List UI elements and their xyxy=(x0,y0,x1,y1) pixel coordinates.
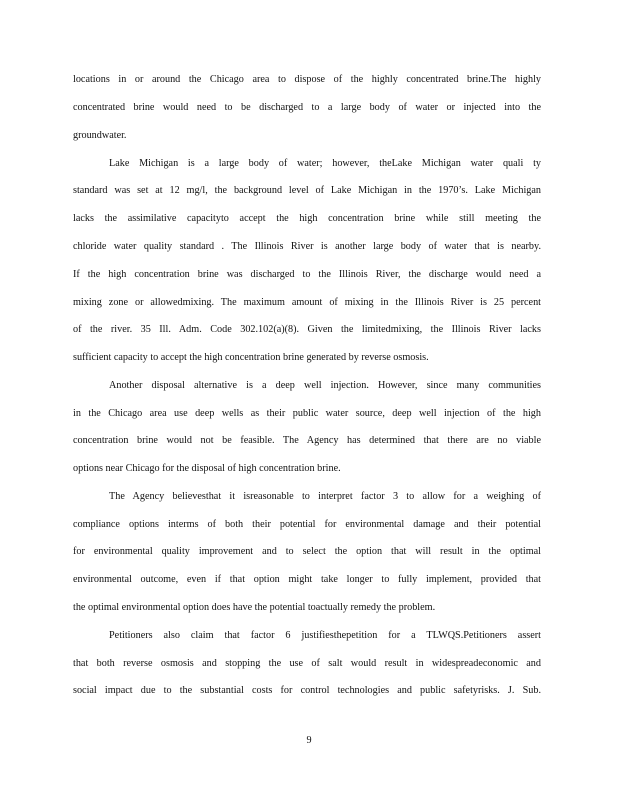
text-line-3: groundwater. xyxy=(73,130,127,141)
text-line-16: The Agency believesthat it isreasonable to interpret factor 3 to allow for a weighing of xyxy=(109,491,541,502)
text-line-11: sufficient capacity to accept the high concentration brine generated by reverse osmosis. xyxy=(73,352,429,363)
text-line-15: options near Chicago for the disposal of high concentration brine. xyxy=(73,463,341,474)
page-number: 9 xyxy=(306,735,312,746)
text-line-5: standard was set at 12 mg/l, the background level of Lake Michigan in the 1970’s. Lake Michigan xyxy=(73,185,541,196)
text-line-22: that both reverse osmosis and stopping the use of salt would result in widespreadeconomic and xyxy=(73,658,541,669)
text-line-10: of the river. 35 Ill. Adm. Code 302.102(a)(8). Given the limitedmixing, the Illinois River lacks xyxy=(73,324,541,335)
text-line-21: Petitioners also claim that factor 6 justifiesthepetition for a TLWQS.Petitioners assert xyxy=(109,630,541,641)
text-line-20: the optimal environmental option does have the potential toactually remedy the problem. xyxy=(73,602,436,613)
text-line-18: for environmental quality improvement and to select the option that will result in the optimal xyxy=(73,546,541,557)
text-line-14: concentration brine would not be feasible. The Agency has determined that there are no viable xyxy=(73,435,541,446)
text-line-13: in the Chicago area use deep wells as their public water source, deep well injection of the high xyxy=(73,408,541,419)
text-line-19: environmental outcome, even if that option might take longer to fully implement, provided that xyxy=(73,574,541,585)
text-line-23: social impact due to the substantial costs for control technologies and public safetyrisks. J. Sub. xyxy=(73,685,541,696)
text-line-4: Lake Michigan is a large body of water; however, theLake Michigan water quali ty xyxy=(109,158,541,169)
text-line-9: mixing zone or allowedmixing. The maximum amount of mixing in the Illinois River is 25 percent xyxy=(73,297,541,308)
text-line-8: If the high concentration brine was discharged to the Illinois River, the discharge would need a xyxy=(73,269,541,280)
text-line-7: chloride water quality standard . The Illinois River is another large body of water that is nearby. xyxy=(73,241,541,252)
text-line-2: concentrated brine would need to be discharged to a large body of water or injected into the xyxy=(73,102,541,113)
text-line-12: Another disposal alternative is a deep well injection. However, since many communities xyxy=(109,380,541,391)
text-line-6: lacks the assimilative capacityto accept the high concentration brine while still meeting the xyxy=(73,213,541,224)
text-line-17: compliance options interms of both their potential for environmental damage and their potential xyxy=(73,519,541,530)
text-line-1: locations in or around the Chicago area to dispose of the highly concentrated brine.The highly xyxy=(73,74,541,85)
